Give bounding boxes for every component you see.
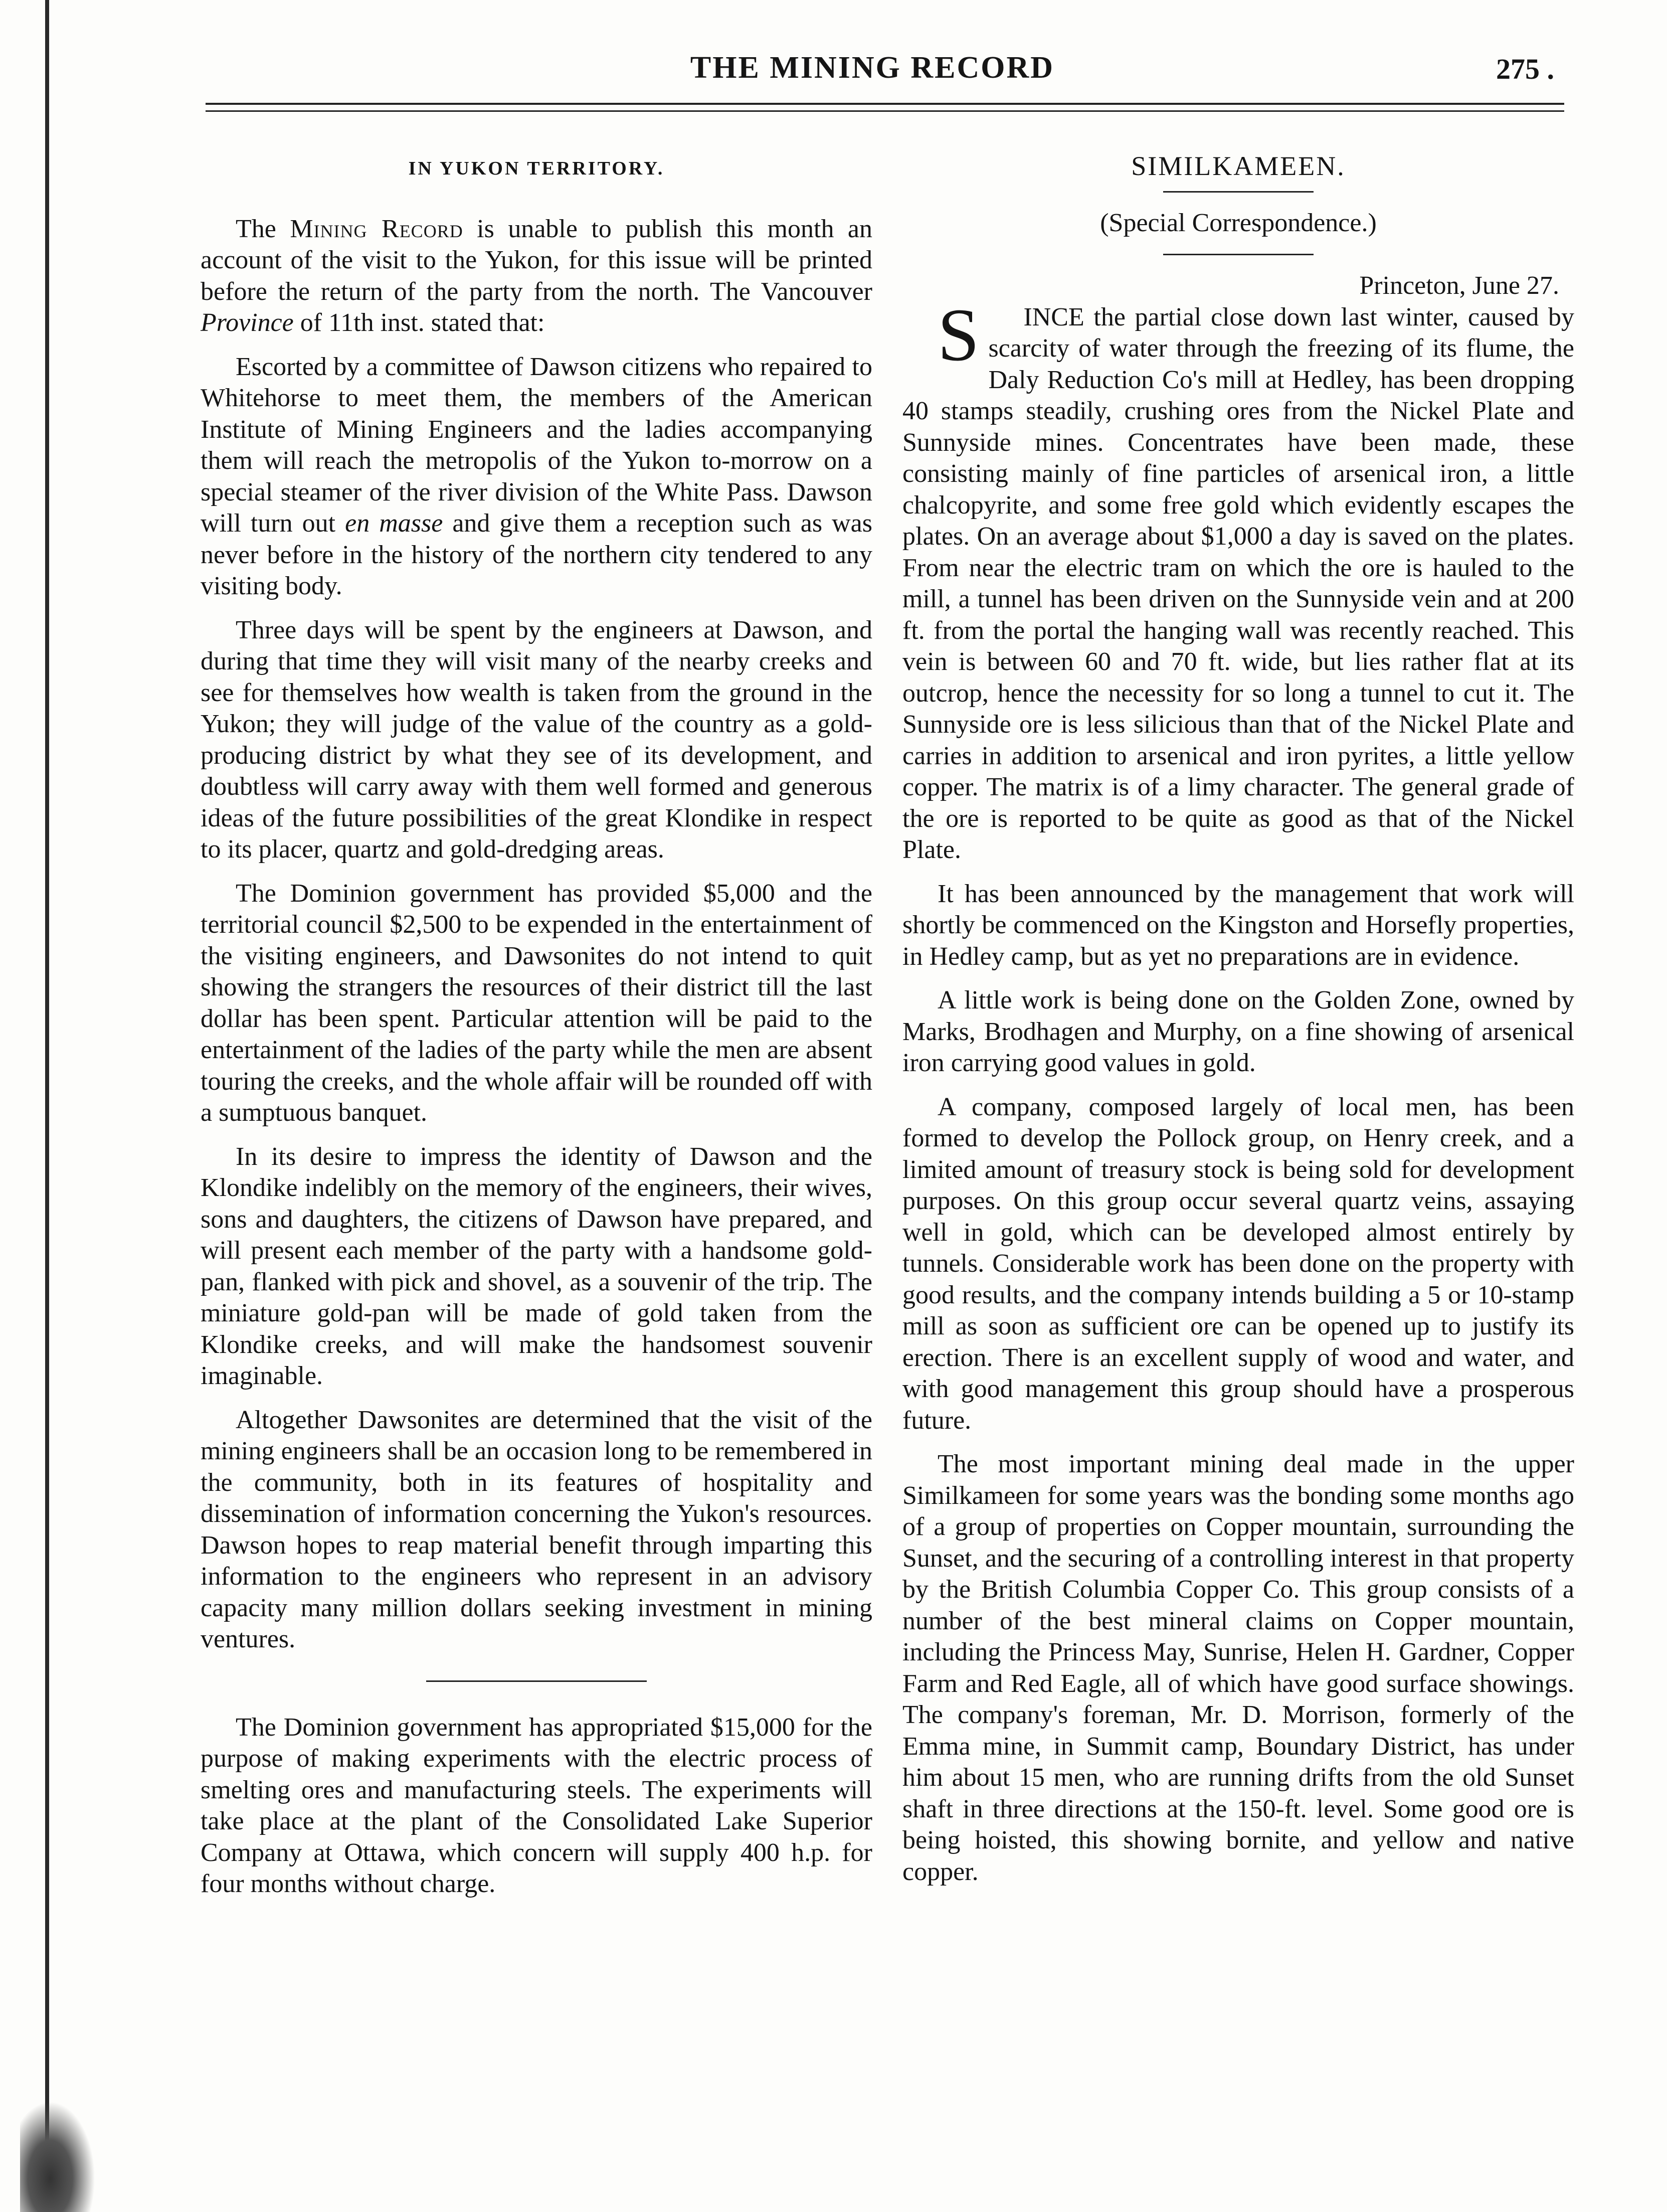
masthead [180, 50, 1564, 95]
paragraph: The most important mining deal made in the upper Similkameen for some years was the bonding some months ago of a group of properties on Copper mountain, surrounding the Sunset, and the securing of a controlling interest in that property by the British Columbia Copper Co. This group consists of a number of the best mineral claims on Copper mountain, including the Princess May, Sunrise, Helen H. Gardner, Copper Farm and Red Eagle, all of which have good surface showings. The company's foreman, Mr. D. Morrison, formerly of the Emma mine, in Summit camp, Boundary District, has under him about 15 men, who are running drifts from the old Sunset shaft in three directions at the 150-ft. level. Some good ore is being hoisted, this showing bornite, and yellow and native copper. [902, 1450, 1574, 1886]
publication-name: Mining Record [290, 214, 463, 243]
text-run: is unable to publish this month an account of the visit to the Yukon, for this issue will be printed before the return of the party from the north. The Vancouver [201, 214, 872, 306]
paragraph: The Dominion government has appropriated $15,000 for the purpose of making experiments with the electric process of smelting ores and manufacturing steels. The experiments will take place at the plant of the Consolidated Lake Superior Company at Ottawa, which concern will supply 400 h.p. for four months without charge. [201, 1713, 872, 1898]
paragraph: Three days will be spent by the engineers at Dawson, and during that time they will visit many of the nearby creeks and see for themselves how wealth is taken from the ground in the Yukon; they will judge of the value of the country as a gold-producing district by what they see of its development, and doubtless will carry away with them well formed and generous ideas of the future possibilities of the great Klondike in respect to its placer, quartz and gold-dredging areas. [201, 615, 872, 864]
paragraph: A company, composed largely of local men, has been formed to develop the Pollock group, on Henry creek, and a limited amount of treasury stock is being sold for development purposes. On this group occur several quartz veins, assaying well in gold, which can be developed almost entirely by tunnels. Considerable work has been done on the property with good results, and the company intends building a 5 or 10-stamp mill as soon as sufficient ore can be opened up to justify its erection. There is an excellent supply of wood and water, and with good management this group should have a prosperous future. [902, 1092, 1574, 1435]
article-heading-yukon: IN YUKON TERRITORY. [408, 158, 665, 179]
paragraph: It has been announced by the management that work will shortly be commenced on the Kingston and Horsefly properties, in Hedley camp, but as yet no preparations are in evidence. [902, 879, 1574, 971]
left-column [201, 150, 872, 1913]
right-column [902, 150, 1574, 1900]
section-divider [426, 1680, 647, 1682]
scan-binding-edge [45, 0, 49, 2212]
italic-text: en masse [345, 509, 443, 538]
text-run: Escorted by a committee of Dawson citizens who repaired to Whitehorse to meet them, the members of the American Institute of Mining Engineers and the ladies accompanying them will reach the metropolis of the Yukon to-morrow on a special steamer of the river division of the White Pass. Dawson will turn out [201, 352, 872, 538]
scan-smudge [20, 2101, 95, 2212]
dateline: Princeton, June 27. [1359, 271, 1559, 300]
drop-cap: S [938, 293, 980, 377]
paragraph: In its desire to impress the identity of Dawson and the Klondike indelibly on the memory of the engineers, their wives, sons and daughters, the citizens of Dawson have prepared, and will present each member of the party with a handsome gold-pan, flanked with pick and shovel, as a souvenir of the trip. The miniature gold-pan will be made of gold taken from the Klondike creeks, and will make the handsomest souvenir imaginable. [201, 1142, 872, 1390]
italic-text: Province [201, 308, 294, 337]
journal-title: THE MINING RECORD [690, 51, 1055, 85]
paragraph: The Mining Record is unable to publish this month an account of the visit to the Yukon, for this issue will be printed before the return of the party from the north. The Vancouver Province of 11th inst. stated that: [201, 214, 872, 337]
paragraph [902, 293, 1574, 866]
paragraph: A little work is being done on the Golden Zone, owned by Marks, Brodhagen and Murphy, on a fine showing of arsenical iron carrying good values in gold. [902, 986, 1574, 1077]
page-number: 275 . [1496, 53, 1554, 85]
text-run: of 11th inst. stated that: [293, 308, 545, 337]
article-heading-similkameen: SIMILKAMEEN. [1131, 151, 1346, 181]
subheading-rule [1163, 254, 1314, 255]
heading-rule [1163, 191, 1314, 193]
paragraph: Altogether Dawsonites are determined that the visit of the mining engineers shall be an occasion long to be remembered in the community, both in its features of hospitality and dissemination of information concerning the Yukon's resources. Dawson hopes to reap material benefit through imparting this information to the engineers who represent in an advisory capacity many million dollars seeking investment in mining ventures. [201, 1405, 872, 1653]
header-rule-bottom [206, 110, 1564, 112]
text-run: and give them a reception such as was never before in the history of the northern city tendered to any visiting body. [201, 509, 872, 600]
header-rule-top [206, 103, 1564, 105]
text-run: INCE the partial close down last winter, caused by scarcity of water through the freezing of its flume, the Daly Reduction Co's mill at Hedley, has been dropping 40 stamps steadily, crushing ores from the Nickel Plate and Sunnyside mines. Concentrates have been made, these consisting mainly of fine particles of arsenical iron, a little chalcopyrite, and some free gold which evidently escapes the plates. On an average about $1,000 a day is saved on the plates. From near the electric tram on which the ore is hauled to the mill, a tunnel has been driven on the Sunnyside vein and at 200 ft. from the portal the hanging wall was recently reached. This vein is between 60 and 70 ft. wide, but lies rather flat at its outcrop, hence the necessity for so long a tunnel to cut it. The Sunnyside ore is less silicious than that of the Nickel Plate and carries in addition to arsenical and iron pyrites, a little yellow copper. The matrix is of a limy character. The general grade of the ore is reported to be quite as good as that of the Nickel Plate. [902, 302, 1574, 864]
paragraph: The Dominion government has provided $5,000 and the territorial council $2,500 to be expended in the entertainment of the visiting engineers, and Dawsonites do not intend to quit showing the strangers the resources of their district till the last dollar has been spent. Particular attention will be paid to the entertainment of the ladies of the party while the men are absent touring the creeks, and the whole affair will be rounded off with a sumptuous banquet. [201, 879, 872, 1127]
article-subheading: (Special Correspondence.) [1100, 208, 1377, 237]
paragraph [201, 352, 872, 602]
